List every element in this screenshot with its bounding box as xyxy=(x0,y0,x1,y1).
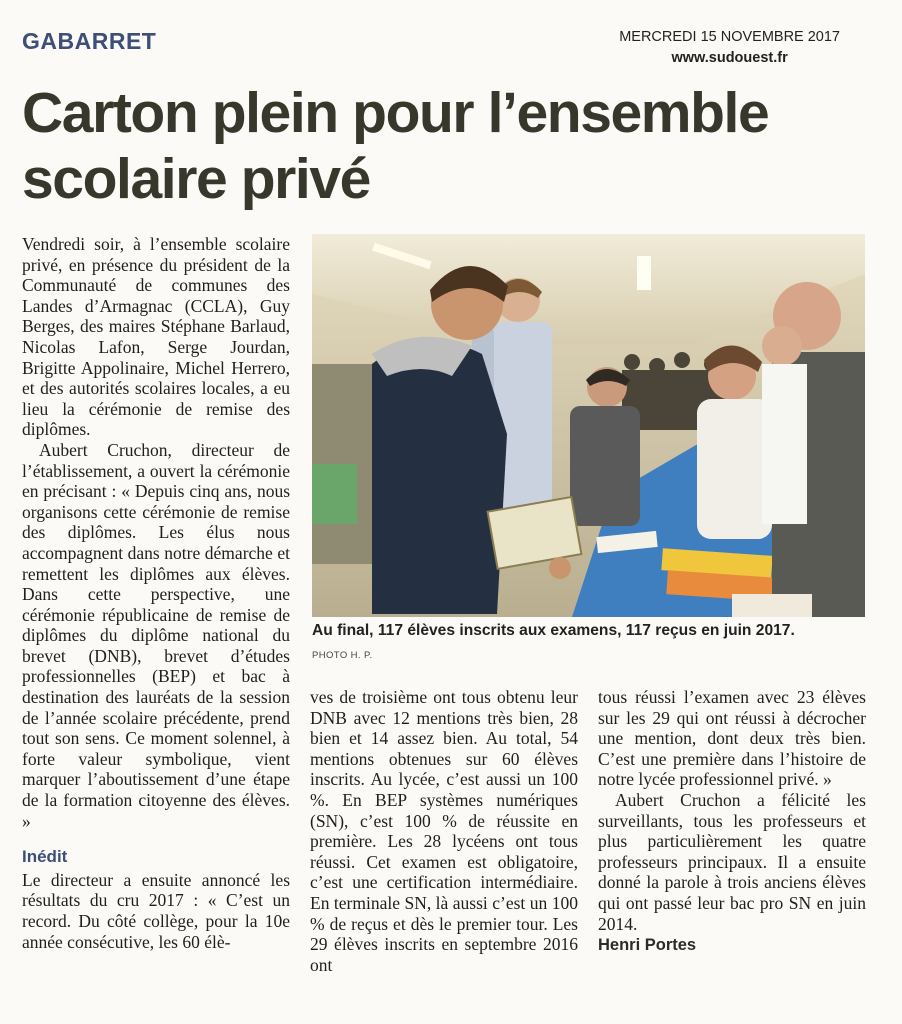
author-signature: Henri Portes xyxy=(598,936,697,955)
section-label: GABARRET xyxy=(22,28,157,54)
article-column-1 xyxy=(22,234,290,952)
website-url[interactable]: www.sudouest.fr xyxy=(671,50,788,66)
article-headline: Carton plein pour l’ensemble scolaire privé xyxy=(22,81,769,211)
paragraph-director-quote: Aubert Cruchon, directeur de l’établissement, a ouvert la cérémonie en précisant : « Depuis cinq ans, nous organisons cette cérémonie de remise des diplômes. Les élus nous accompagnent dans notre démarche et remettent les diplômes aux élèves. Dans cette perspective, une cérémonie républicaine de remise de diplômes du diplôme national du brevet (DNB), brevet d’études professionnelles (BEP) et bac à destination des lauréats de la session de l’année scolaire précédente, prend tout son sens. Ce moment solennel, à forte valeur symbolique, vient marquer l’aboutissement d’une étape de la formation citoyenne des élèves. » xyxy=(22,439,290,831)
ceremony-photo xyxy=(312,234,865,617)
subheading: Inédit xyxy=(22,847,68,867)
paragraph-results-continued: ves de troisième ont tous obtenu leur DNB avec 12 mentions très bien, 28 bien et 14 assez bien. Au total, 54 mentions obtenues sur 60 élèves inscrits. Au lycée, c’est aussi un 100 %. En BEP systèmes numériques (SN), c’est 100 % de réussite en première. Les 28 lycéens ont tous réussi. Cet examen est obligatoire, c’est une certification intermédiaire. En terminale SN, là aussi c’est un 100 % de reçus et dès le premier tour. Les 29 élèves inscrits en septembre 2016 ont xyxy=(310,687,578,975)
ceremony-photo-illustration xyxy=(312,234,865,617)
paragraph-thanks: Aubert Cruchon a félicité les surveillants, tous les professeurs et plus particulièrement les quatre professeurs principaux. Il a ensuite donné la parole à trois anciens élèves qui ont passé leur bac pro SN en juin 2014. xyxy=(598,789,866,934)
dateline xyxy=(619,27,840,69)
article-column-3 xyxy=(598,687,866,956)
article-column-2 xyxy=(310,687,578,975)
paragraph-results-start: Le directeur a ensuite annoncé les résultats du cru 2017 : « C’est un record. Du côté collège, pour la 10e année consécutive, les 60 élè- xyxy=(22,869,290,952)
photo-caption: Au final, 117 élèves inscrits aux examens, 117 reçus en juin 2017. xyxy=(312,622,795,639)
paragraph-intro: Vendredi soir, à l’ensemble scolaire privé, en présence du président de la Communauté de communes des Landes d’Armagnac (CCLA), Guy Berges, des maires Stéphane Barlaud, Nicolas Lafon, Serge Jourdan, Brigitte Appolinaire, Michel Herrero, et des autorités scolaires locales, a eu lieu la cérémonie de remise des diplômes. xyxy=(22,234,290,440)
photo-credit: PHOTO H. P. xyxy=(312,650,373,661)
publication-date: MERCREDI 15 NOVEMBRE 2017 xyxy=(619,29,840,45)
paragraph-results-end: tous réussi l’examen avec 23 élèves sur les 29 qui ont réussi à décrocher une mention, dont deux très bien. C’est une première dans l’histoire de notre lycée professionnel privé. » xyxy=(598,687,866,790)
